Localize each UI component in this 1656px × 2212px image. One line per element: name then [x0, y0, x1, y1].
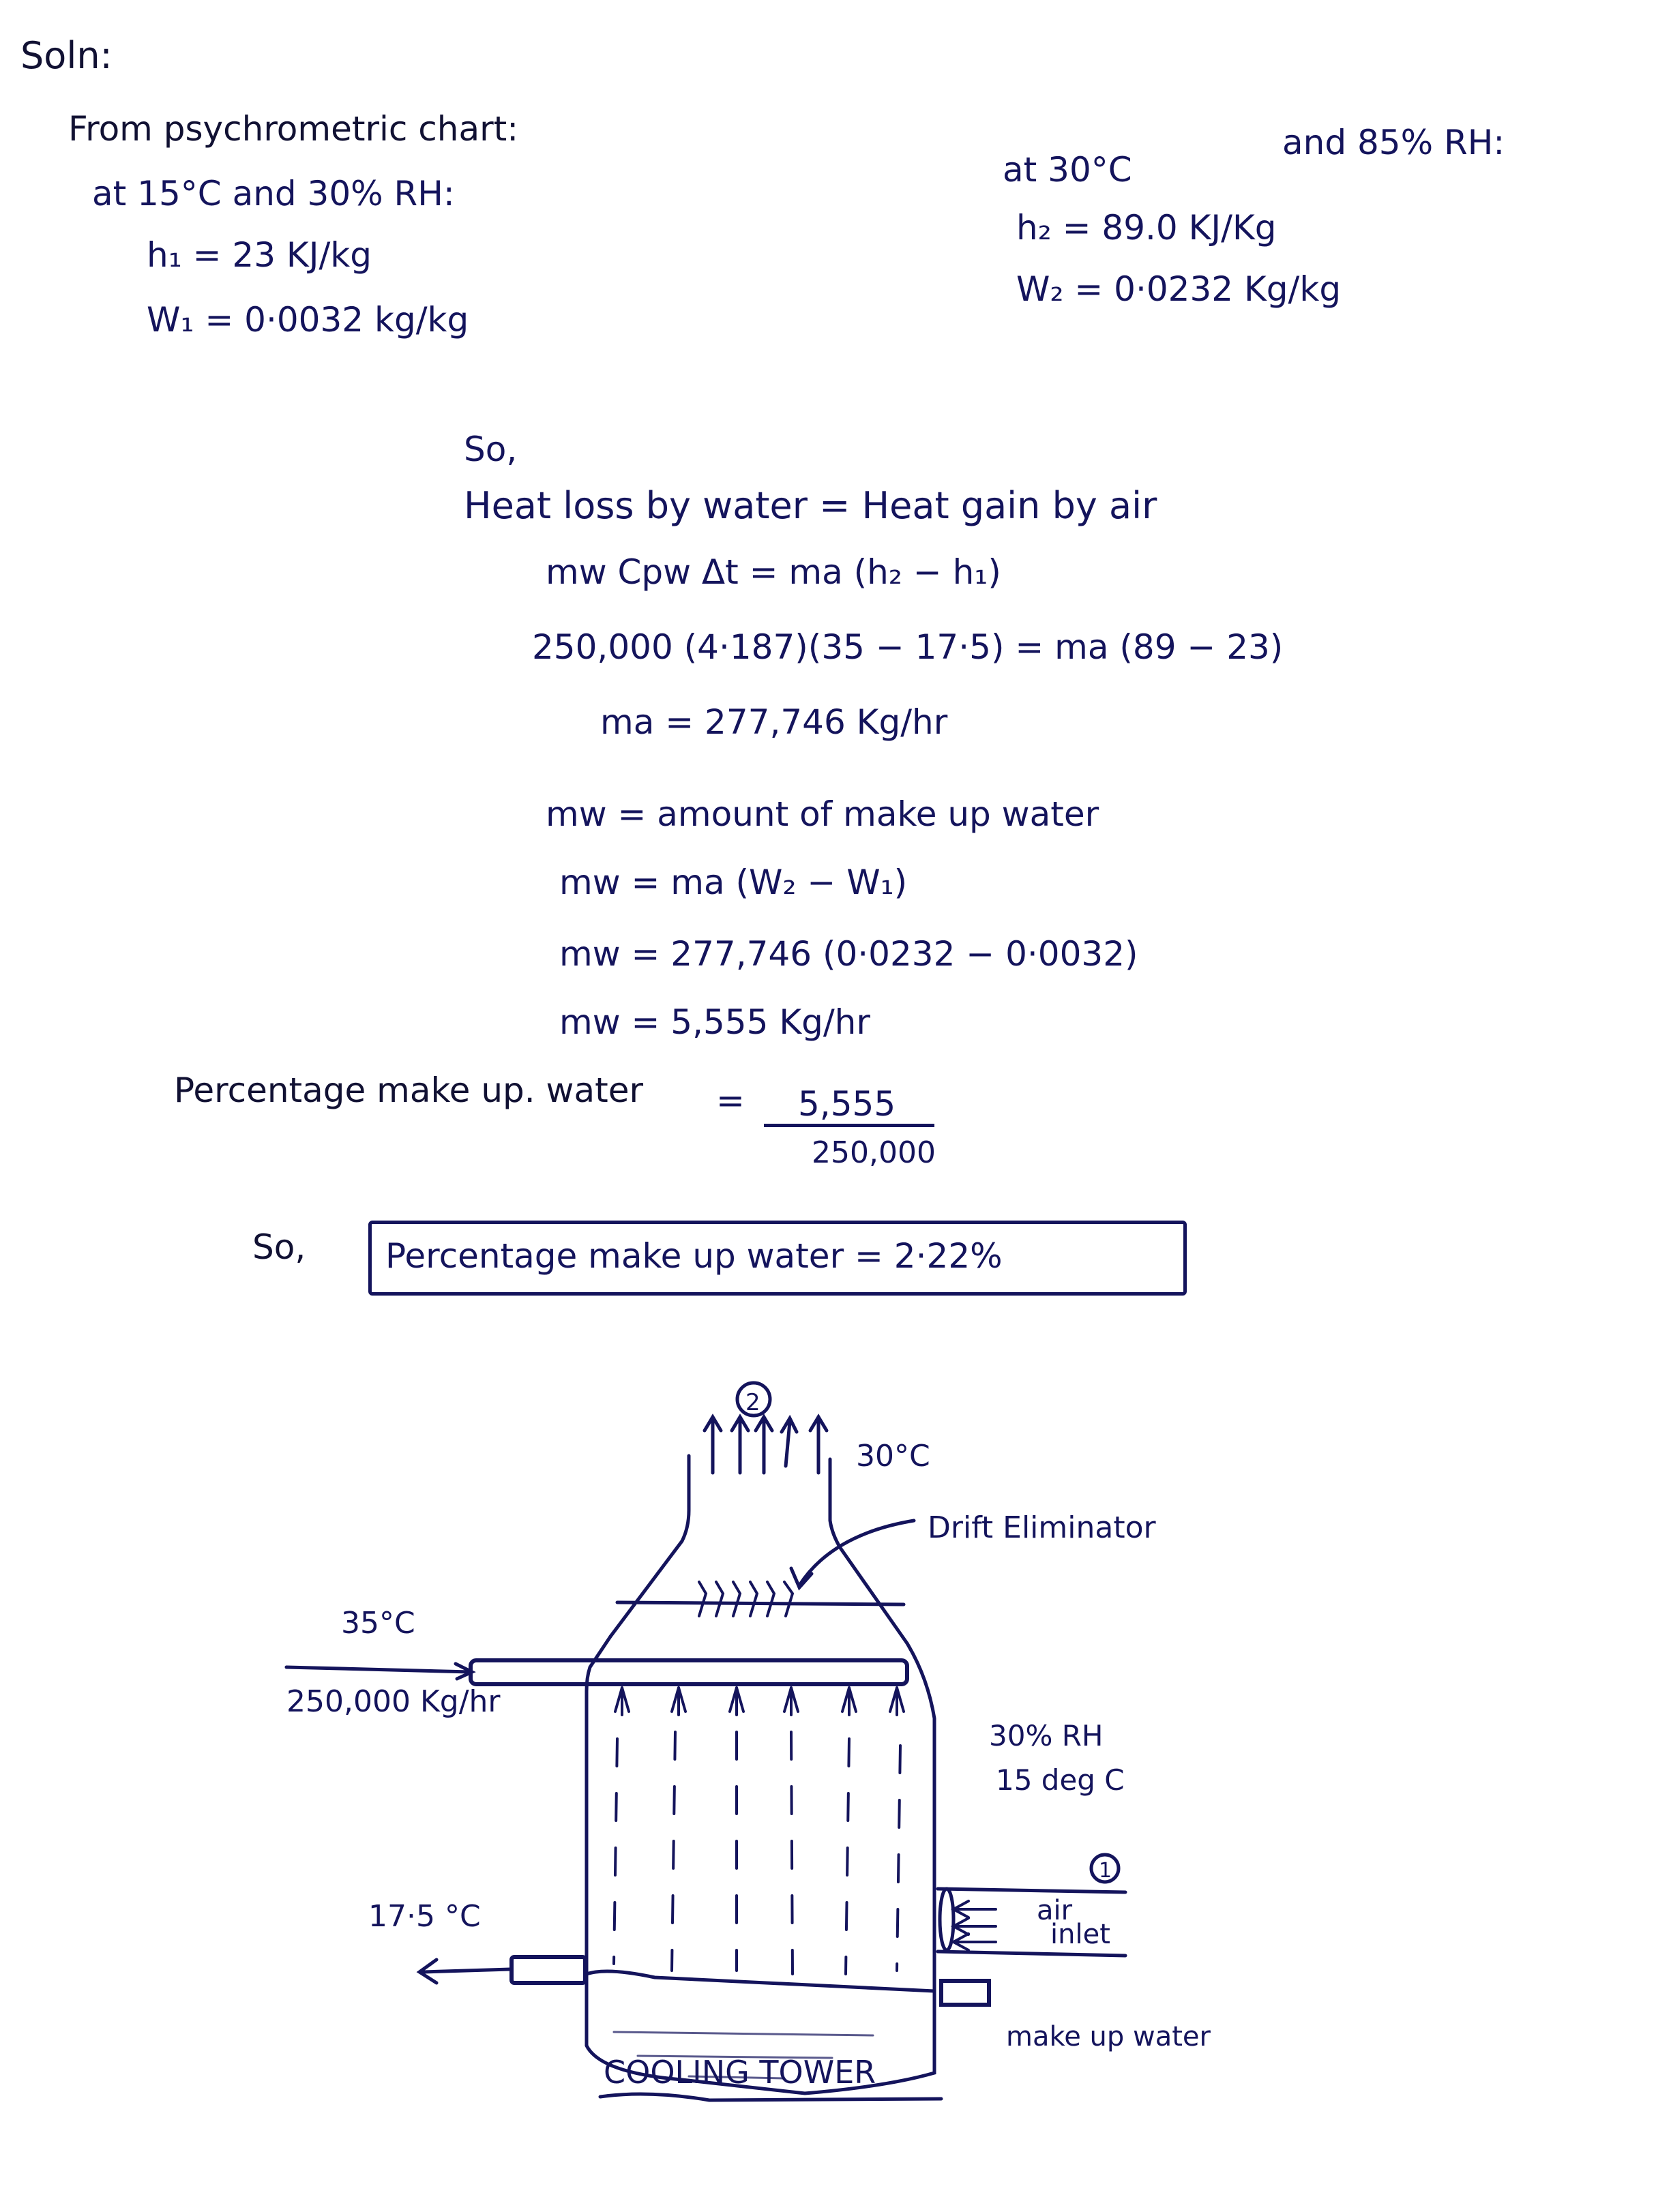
- percentage-numerator: 5,555: [798, 1084, 896, 1124]
- tower-stack-left: [610, 1456, 689, 1636]
- fraction-bar: [764, 1124, 934, 1127]
- spray-nozzles-icon: [615, 1688, 904, 1715]
- chart-intro: From psychrometric chart:: [68, 109, 519, 149]
- air-inlet-temp-label: 15 deg C: [996, 1763, 1125, 1797]
- state2-enthalpy: h₂ = 89.0 KJ/Kg: [1016, 208, 1277, 248]
- basin-water-line: [587, 1971, 934, 1991]
- water-outlet-temp-label: 17·5 °C: [368, 1899, 481, 1934]
- final-answer-box: [368, 1221, 1187, 1296]
- drift-eliminator-label: Drift Eliminator: [928, 1510, 1156, 1545]
- diagram-title: COOLING TOWER: [604, 2054, 876, 2091]
- exhaust-air-arrows-icon: [705, 1417, 827, 1473]
- water-distribution-pipe: [471, 1660, 907, 1684]
- air-inlet-label-2: inlet: [1050, 1919, 1110, 1950]
- state1-enthalpy: h₁ = 23 KJ/kg: [147, 235, 372, 275]
- water-outlet-pipe: [512, 1957, 585, 1983]
- cooling-tower-diagram: [0, 1330, 1656, 2212]
- state-1-marker-label: 1: [1099, 1859, 1112, 1883]
- state-2-marker-label: 2: [745, 1389, 760, 1416]
- final-prefix: So,: [252, 1227, 306, 1267]
- makeup-substituted: mw = 277,746 (0·0232 − 0·0032): [559, 934, 1138, 974]
- air-inlet-label-1: air: [1037, 1895, 1073, 1926]
- makeup-definition: mw = amount of make up water: [546, 794, 1099, 834]
- makeup-water-label: make up water: [1006, 2021, 1211, 2052]
- makeup-formula: mw = ma (W₂ − W₁): [559, 863, 908, 902]
- falling-water-icon: [614, 1732, 900, 1974]
- water-outlet-line: [423, 1969, 510, 1972]
- air-inlet-bottom-line: [938, 1952, 1125, 1956]
- water-inlet-temp-label: 35°C: [341, 1606, 415, 1641]
- air-inlet-rh-label: 30% RH: [989, 1719, 1104, 1752]
- state2-humidity: W₂ = 0·0232 Kg/kg: [1016, 269, 1342, 309]
- state2-condition-rh: and 85% RH:: [1282, 123, 1505, 162]
- air-inlet-top-line: [938, 1889, 1125, 1892]
- percentage-denominator: 250,000: [812, 1135, 936, 1170]
- state1-humidity: W₁ = 0·0032 kg/kg: [147, 300, 469, 340]
- final-answer-text: Percentage make up water = 2·22%: [385, 1236, 1003, 1276]
- percentage-label: Percentage make up. water: [174, 1071, 644, 1110]
- percentage-equals: =: [716, 1081, 745, 1120]
- tower-wall-left: [587, 1636, 610, 1977]
- air-inlet-arrows-icon: [953, 1901, 996, 1950]
- energy-balance-statement: Heat loss by water = Heat gain by air: [464, 484, 1157, 527]
- energy-balance-substituted: 250,000 (4·187)(35 − 17·5) = ma (89 − 23): [532, 627, 1284, 667]
- tower-stack-right: [830, 1459, 907, 1643]
- drift-eliminator-icon: [699, 1582, 793, 1616]
- water-inlet-line: [286, 1667, 471, 1672]
- drift-eliminator-pointer: [799, 1521, 914, 1585]
- title-underline: [600, 2094, 941, 2100]
- makeup-result: mw = 5,555 Kg/hr: [559, 1002, 870, 1042]
- air-mass-flow-result: ma = 277,746 Kg/hr: [600, 702, 948, 742]
- air-inlet-opening: [940, 1889, 953, 1950]
- solution-heading: Soln:: [20, 34, 113, 77]
- energy-balance-equation: mw Cpw Δt = ma (h₂ − h₁): [546, 552, 1001, 592]
- tower-wall-right: [907, 1643, 934, 1991]
- so-label: So,: [464, 430, 518, 469]
- state1-condition: at 15°C and 30% RH:: [92, 174, 455, 213]
- state2-condition-temp: at 30°C: [1003, 150, 1132, 190]
- makeup-water-pipe: [941, 1981, 989, 2005]
- outlet-temp-label: 30°C: [856, 1439, 930, 1474]
- water-inlet-flow-label: 250,000 Kg/hr: [286, 1684, 501, 1719]
